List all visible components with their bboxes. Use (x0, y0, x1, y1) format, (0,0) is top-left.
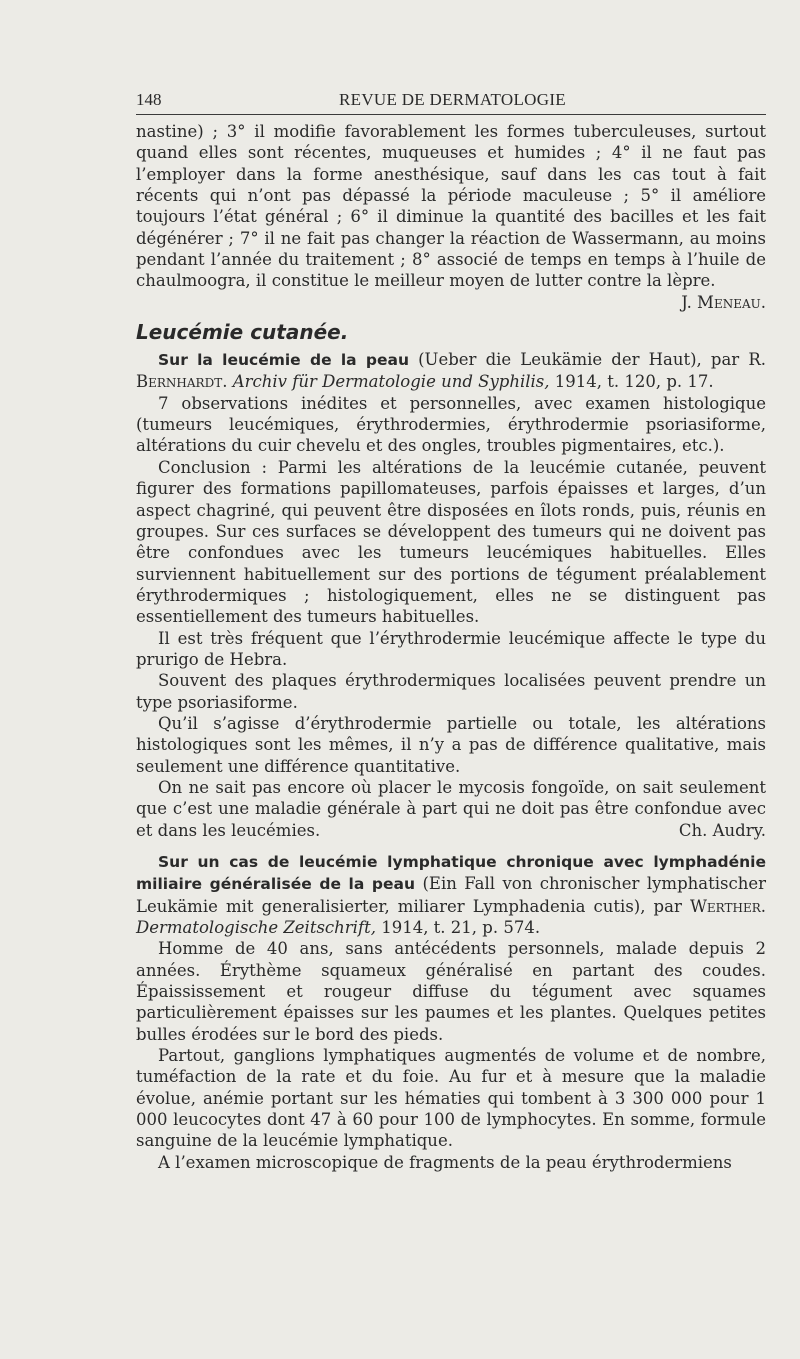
article-citation (136, 349, 766, 393)
paragraph: Qu’il s’agisse d’érythrodermie partielle ou totale, les altérations histologiques sont les mêmes, il n’y a pas de différence qualitative, mais seulement une différence quantitative. (136, 713, 766, 776)
paragraph: 7 observations inédites et personnelles, avec examen histologique (tumeurs leucémiques, érythrodermies, érythrodermie psoriasiforme, altérations du cuir chevelu et des ongles, troubles pigmentaires, etc.). (136, 393, 766, 456)
page-number: 148 (136, 90, 162, 109)
previous-article-text: nastine) ; 3° il modifie favorablement les formes tuberculeuses, surtout quand elles sont récentes, muqueuses et humides ; 4° il ne faut pas l’employer dans la forme anesthésique, sauf dans les cas tout à fait récents qui n’ont pas dépassé la période maculeuse ; 5° il améliore toujours l’état général ; 6° il diminue la quantité des bacilles et les fait dégénérer ; 7° il ne fait pas changer la réaction de Wassermann, au moins pendant l’année du traitement ; 8° associé de temps en temps à l’huile de chaulmoogra, il constitue le meilleur moyen de lutter contre la lèpre. (136, 122, 766, 291)
article-original-title: (Ueber die Leukämie der Haut), par (409, 350, 749, 370)
article-leucemie-lymphatique (136, 851, 766, 1173)
signature-text: Ch. Audry. (678, 820, 766, 840)
journal-name: Archiv für Dermatologie und Syphilis, (232, 372, 550, 392)
page (136, 84, 766, 1173)
article-title: Sur un cas de leucémie lymphatique chronique avec lymphadénie miliaire généralisée de la peau (136, 853, 766, 894)
paragraph: Homme de 40 ans, sans antécédents personnels, malade depuis 2 années. Érythème squameux généralisé en partant des coudes. Épaississement et rougeur diffuse du tégument avec squames particulièrement épaisses sur les paumes et les plantes. Quelques petites bulles érodées sur le bord des pieds. (136, 939, 766, 1044)
running-title: REVUE DE DERMATOLOGIE (339, 90, 566, 109)
journal-reference: 1914, t. 21, p. 574. (375, 918, 541, 938)
article-leucemie-peau (136, 349, 766, 841)
section-title: Leucémie cutanée. (136, 320, 349, 345)
previous-article-signature: J. Meneau. (681, 292, 766, 312)
article-title: Sur la leucémie de la peau (158, 351, 409, 370)
paragraph: Partout, ganglions lymphatiques augmentés de volume et de nombre, tuméfaction de la rate et du foie. Au fur et à mesure que la maladie évolue, anémie portant sur les hématies qui tombent à 3 300 000 pour 1 000 leucocytes dont 47 à 60 pour 100 de lymphocytes. En somme, formule sanguine de la leucémie lymphatique. (136, 1046, 766, 1151)
header-rule (136, 114, 766, 115)
article-spacer (136, 841, 766, 847)
article-author: Werther. (689, 896, 766, 916)
paragraph: Conclusion : Parmi les altérations de la leucémie cutanée, peuvent figurer des formations papillomateuses, parfois épaisses et larges, d’un aspect chagriné, qui peuvent être disposées en îlots ronds, puis, réunis en groupes. Sur ces surfaces se développent des tumeurs qui ne doivent pas être confondues avec les tumeurs leucémiques habituelles. Elles surviennent habituellement sur des portions de tégument préalablement érythrodermiques ; histologiquement, elles ne se distinguent pas essentiellement des tumeurs habituelles. (136, 457, 766, 627)
paragraph-text: On ne sait pas encore où placer le mycosis fongoïde, on sait seulement que c’est une maladie générale à part qui ne doit pas être confondue avec et dans les leucémies. (136, 777, 766, 840)
journal-reference: 1914, t. 120, p. 17. (549, 372, 714, 392)
page-header (136, 84, 766, 112)
article-original-title: (Ein Fall von chronischer lymphatischer Leukämie mit generalisierter, miliarer Lymphadenia cutis), par (136, 874, 766, 916)
journal-name: Dermatologische Zeitschrift, (136, 918, 376, 938)
paragraph-last (136, 777, 766, 841)
paragraph: Souvent des plaques érythrodermiques localisées peuvent prendre un type psoriasiforme. (136, 671, 766, 712)
article-author: R. Bernhardt. (136, 350, 766, 392)
paragraph: A l’examen microscopique de fragments de la peau érythrodermiens (158, 1152, 732, 1172)
paragraph: Il est très fréquent que l’érythrodermie leucémique affecte le type du prurigo de Hebra. (136, 628, 766, 669)
previous-article-end (136, 121, 766, 313)
article-signature (657, 820, 766, 841)
article-citation (136, 851, 766, 938)
